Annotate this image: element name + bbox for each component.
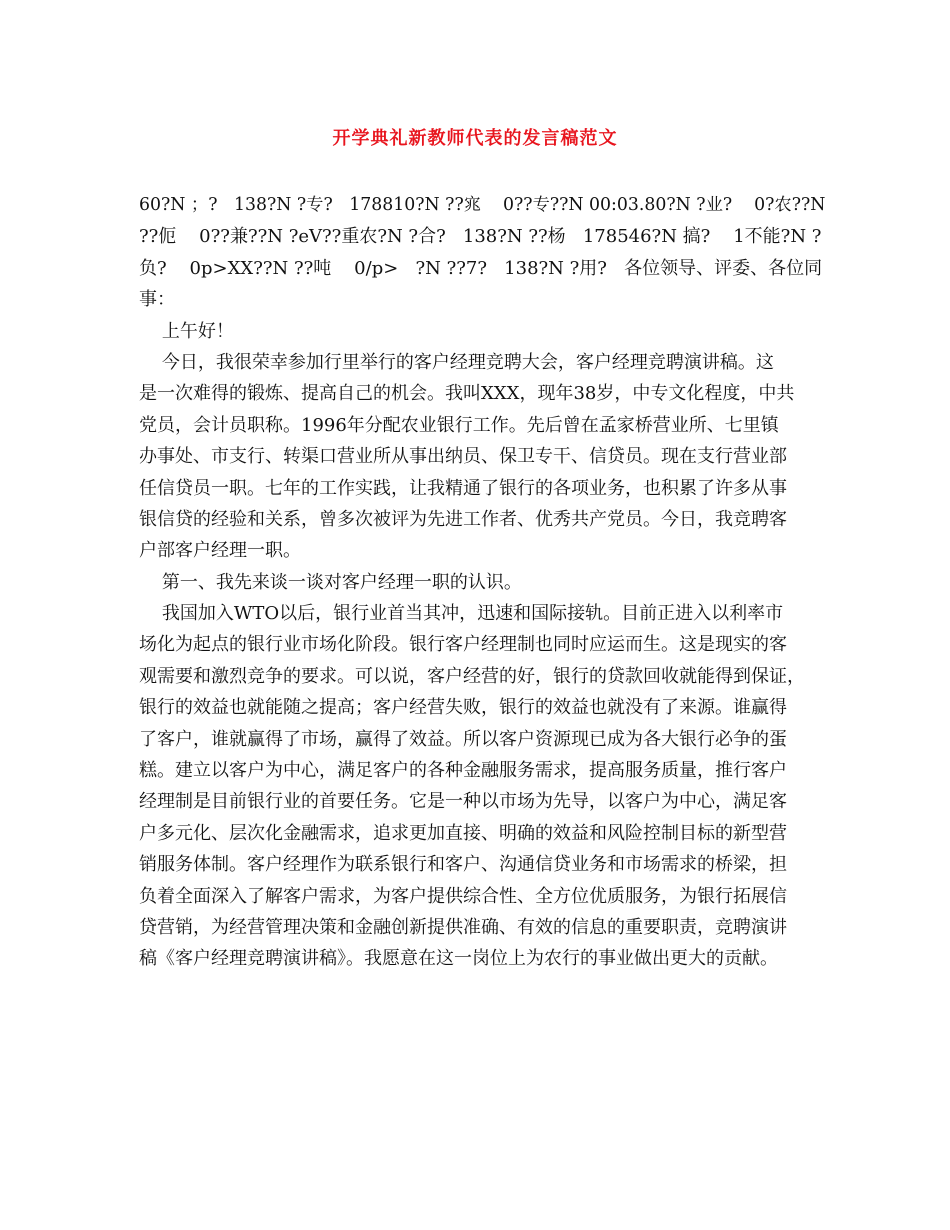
body-line: 负着全面深入了解客户需求，为客户提供综合性、全方位优质服务，为银行拓展信 [139, 885, 787, 907]
body-line: 任信贷员一职。七年的工作实践，让我精通了银行的各项业务，也积累了许多从事 [139, 477, 787, 499]
document-title: 开学典礼新教师代表的发言稿范文 [332, 128, 618, 149]
body-line: 贷营销，为经营管理决策和金融创新提供准确、有效的信息的重要职责，竞聘演讲 [139, 916, 787, 938]
body-line: 户部客户经理一职。 [139, 540, 301, 562]
body-line: 是一次难得的锻炼、提高自己的机会。我叫XXX，现年38岁，中专文化程度，中共 [139, 383, 795, 405]
body-line: 经理制是目前银行业的首要任务。它是一种以市场为先导，以客户为中心，满足客 [139, 791, 787, 813]
body-line: 销服务体制。客户经理作为联系银行和客户、沟通信贷业务和市场需求的桥梁，担 [139, 854, 787, 876]
body-line: 糕。建立以客户为中心，满足客户的各种金融服务需求，提高服务质量，推行客户 [139, 760, 787, 782]
body-line: 办事处、市支行、转渠口营业所从事出纳员、保卫专干、信贷员。现在支行营业部 [139, 446, 787, 468]
body-line: 了客户，谁就赢得了市场，赢得了效益。所以客户资源现已成为各大银行必争的蛋 [139, 728, 787, 750]
body-line: 60?N ；? 138?N ?专? 178810?N ??宨 0??专??N 00:03.80?N ?业? 0?农??N [139, 195, 826, 215]
body-line: 事： [139, 289, 175, 311]
body-line: 户多元化、层次化金融需求，追求更加直接、明确的效益和风险控制目标的新型营 [139, 822, 787, 844]
body-line: 今日，我很荣幸参加行里举行的客户经理竞聘大会，客户经理竞聘演讲稿。这 [139, 351, 774, 373]
section-heading-line: 第一、我先来谈一谈对客户经理一职的认识。 [139, 571, 522, 593]
body-line: 党员，会计员职称。1996年分配农业银行工作。先后曾在孟家桥营业所、七里镇 [139, 414, 779, 436]
body-line: 观需要和激烈竞争的要求。可以说，客户经营的好，银行的贷款回收就能得到保证， [139, 665, 805, 687]
body-line: 我国加入WTO以后，银行业首当其冲，迅速和国际接轨。目前正进入以利率市 [139, 603, 784, 625]
body-line: 场化为起点的银行业市场化阶段。银行客户经理制也同时应运而生。这是现实的客 [139, 634, 787, 656]
body-line: 负? 0p>XX??N ??吨 0/p> ?N ??7? 138?N ?用? 各位领导、评委、各位同 [139, 257, 823, 279]
body-line: 稿《客户经理竞聘演讲稿》。我愿意在这一岗位上为农行的事业做出更大的贡献。 [139, 948, 778, 970]
body-line: 银信贷的经验和关系，曾多次被评为先进工作者、优秀共产党员。今日，我竞聘客 [139, 508, 787, 530]
body-line: ??伌 0??兼??N ?eV??重农?N ?合? 138?N ??杨 178546?N 搞? 1不能?N ? [139, 226, 822, 248]
body-line: 银行的效益也就能随之提高；客户经营失败，银行的效益也就没有了来源。谁赢得 [139, 697, 787, 719]
greeting-line: 上午好！ [139, 320, 234, 342]
document-body [139, 190, 829, 975]
